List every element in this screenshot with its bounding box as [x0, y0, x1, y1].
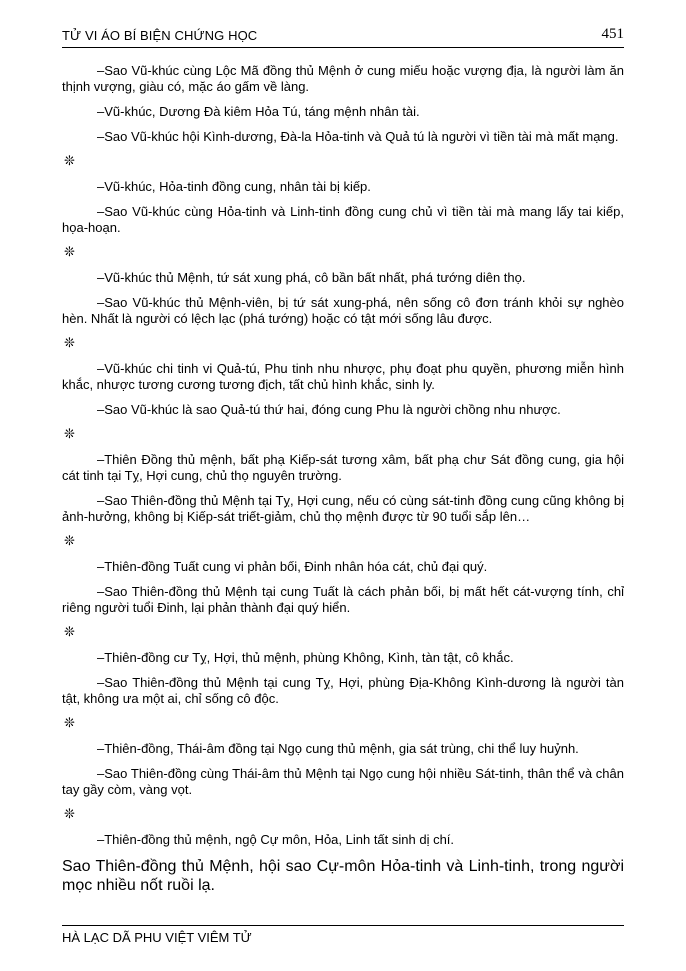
paragraph: –Sao Vũ-khúc là sao Quả-tú thứ hai, đóng cung Phu là người chồng nhu nhược. [97, 402, 561, 417]
page-body [62, 63, 624, 895]
section-separator-icon: ❊ [64, 534, 75, 549]
paragraph: –Sao Thiên-đồng thủ Mệnh tại cung Tuất là cách phản bối, bị mất hết cát-vượng tính, chỉ riêng người tuổi Đinh, lại phản thành đại quý hiển. [62, 584, 624, 615]
paragraph: –Thiên Đồng thủ mệnh, bất phạ Kiếp-sát tương xâm, bất phạ chư Sát đồng cung, gia hội cát tinh tại Tỵ, Hợi cung, chủ thọ nguyên trường. [62, 452, 624, 483]
paragraph: –Sao Vũ-khúc cùng Lộc Mã đồng thủ Mệnh ở cung miếu hoặc vượng địa, là người làm ăn thịnh vượng, giàu có, mặc áo gấm về làng. [62, 63, 624, 94]
closing-paragraph: Sao Thiên-đồng thủ Mệnh, hội sao Cự-môn Hỏa-tinh và Linh-tinh, trong người mọc nhiều nốt ruồi lạ. [62, 858, 624, 894]
paragraph: –Thiên-đồng cư Tỵ, Hợi, thủ mệnh, phùng Không, Kình, tàn tật, cô khắc. [97, 650, 514, 665]
footer-text: HÀ LẠC DÃ PHU VIỆT VIÊM TỬ [62, 930, 252, 945]
paragraph: –Sao Vũ-khúc hội Kình-dương, Đà-la Hỏa-tinh và Quả tú là người vì tiền tài mà mất mạng. [97, 129, 619, 144]
page-header [62, 27, 624, 48]
paragraph: –Sao Thiên-đồng cùng Thái-âm thủ Mệnh tại Ngọ cung hội nhiều Sát-tinh, thân thể và chân tay gầy còm, vàng vọt. [62, 766, 624, 797]
paragraph: –Vũ-khúc, Dương Đà kiêm Hỏa Tú, táng mệnh nhân tài. [97, 104, 420, 119]
page-number: 451 [601, 26, 624, 42]
paragraph: –Sao Thiên-đồng thủ Mệnh tại cung Tỵ, Hợi, phùng Địa-Không Kình-dương là người tàn tật, không ưa một ai, chỉ sống cô độc. [62, 675, 624, 706]
paragraph: –Sao Thiên-đồng thủ Mệnh tại Tỵ, Hợi cung, nếu có cùng sát-tinh đồng cung cũng không bị ảnh-hưởng, không bị Kiếp-sát triết-giảm, chủ thọ mệnh được từ 90 tuổi sắp lên… [62, 493, 624, 524]
paragraph: –Thiên-đồng, Thái-âm đồng tại Ngọ cung thủ mệnh, gia sát trùng, chi thể luy huỷnh. [97, 741, 579, 756]
paragraph: –Sao Vũ-khúc thủ Mệnh-viên, bị tứ sát xung-phá, nên sống cô đơn tránh khỏi sự nghèo hèn. Nhất là người có lệch lạc (phá tướng) hoặc có tật mới sống lâu được. [62, 295, 624, 326]
paragraph: –Vũ-khúc, Hỏa-tinh đồng cung, nhân tài bị kiếp. [97, 179, 371, 194]
section-separator-icon: ❊ [64, 625, 75, 640]
section-separator-icon: ❊ [64, 154, 75, 169]
paragraph: –Thiên-đồng thủ mệnh, ngộ Cự môn, Hỏa, Linh tất sinh dị chí. [97, 832, 455, 847]
paragraph: –Vũ-khúc chi tinh vi Quả-tú, Phu tinh nhu nhược, phụ đoạt phu quyền, phương miễn hình khắc, nhược tương cương tương địch, tất chủ hình khắc, sinh ly. [62, 361, 624, 392]
page-footer [62, 925, 624, 947]
section-separator-icon: ❊ [64, 807, 75, 822]
section-separator-icon: ❊ [64, 716, 75, 731]
section-separator-icon: ❊ [64, 245, 75, 260]
paragraph: –Sao Vũ-khúc cùng Hỏa-tinh và Linh-tinh đồng cung chủ vì tiền tài mà mang lấy tai kiếp, họa-hoạn. [62, 204, 624, 235]
paragraph: –Vũ-khúc thủ Mệnh, tứ sát xung phá, cô bần bất nhất, phá tướng diên thọ. [97, 270, 526, 285]
section-separator-icon: ❊ [64, 336, 75, 351]
header-title: TỬ VI ÁO BÍ BIỆN CHỨNG HỌC [62, 28, 258, 43]
paragraph: –Thiên-đồng Tuất cung vi phản bối, Đinh nhân hóa cát, chủ đại quý. [97, 559, 488, 574]
section-separator-icon: ❊ [64, 427, 75, 442]
